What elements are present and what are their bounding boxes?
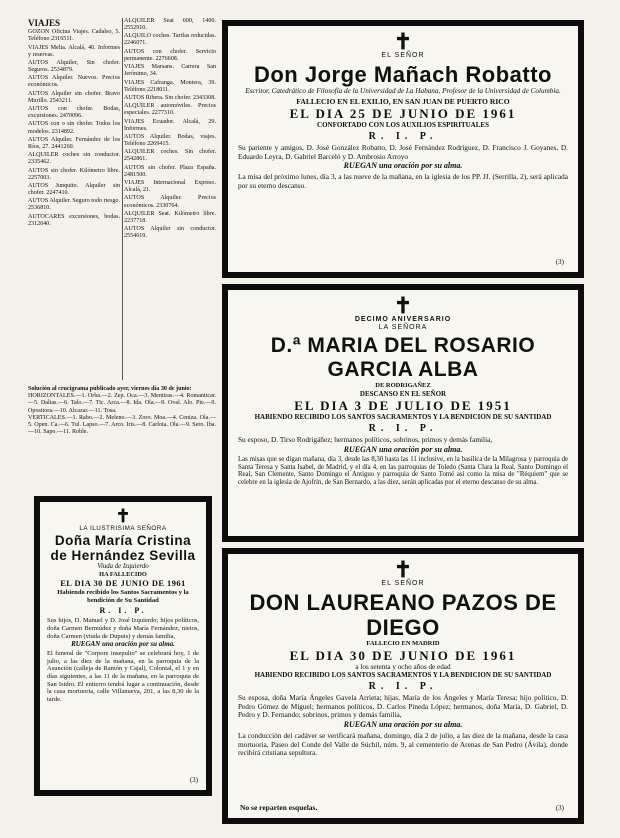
cross-icon: ✝ xyxy=(393,293,413,318)
family-list: Su pariente y amigos, D. José González Robatto, D. José Fernández Rodríguez, D. Francisco J. Goyanes, D. Eduardo Leyra, D. Gabriel Barceló y D. Ambrosio Arroyo xyxy=(238,143,568,161)
obituary-heading: EL SEÑOR xyxy=(381,52,425,59)
family-list: Su esposo, D. Tirso Rodrigáñez; hermanos políticos, sobrinos, primos y demás familia, xyxy=(238,435,493,444)
age-line: a los setenta y ocho años de edad xyxy=(355,663,451,671)
classified-item: AUTOS con chofer. Servicio permanente. 2276608. xyxy=(124,48,216,62)
death-place: FALLECIO EN MADRID xyxy=(366,640,440,647)
classified-item: AUTOS Alquiler sin conductor. 2554619. xyxy=(124,226,216,240)
classified-item: AUTOS Alquiler. Nuevos. Precios económicos. xyxy=(28,75,120,89)
classified-item: ALQUILER Seat. Kilómetro libre. 2237718. xyxy=(124,210,216,224)
classified-ads xyxy=(28,18,216,380)
rip: R. I. P. xyxy=(368,681,438,693)
crossword-vertical: VERTICALES.—1. Rabo.—2. Meleno.—3. Zoro. Moa.—4. Ceniza. Ola.—5. Open. Ca.—6. Tul. Lapso.—7. Arco. Iris.—8. Carlota. Ola.—9. Sero. Iba.—10. Sapo.—11. Roble. xyxy=(28,414,216,436)
classified-item: AUTOS sin chofer. Kilómetro libre. 2257003. xyxy=(28,167,120,181)
widow-line: Viuda de Izquierdo xyxy=(97,563,149,570)
classified-item: VIAJES Cafranga. Montera, 39. Teléfono 2218011. xyxy=(124,79,216,93)
classified-item: AUTOS Alquiler sin chofer. Bravo Murillo. 2543211. xyxy=(28,90,120,104)
deceased-name: Don Jorge Mañach Robatto xyxy=(253,62,552,87)
classified-item: AUTOS Junquito. Alquiler sin chofer. 2247410. xyxy=(28,182,120,197)
deceased-name: D.ª MARIA DEL ROSARIO GARCIA ALBA xyxy=(270,334,536,381)
crossword-title: Solución al crucigrama publicado ayer, viernes día 30 de junio: xyxy=(28,386,192,392)
anniversary-label: DECIMO ANIVERSARIO xyxy=(354,316,452,323)
prayer-request: RUEGAN una oración por su alma. xyxy=(71,640,175,649)
prayer-request: RUEGAN una oración por su alma. xyxy=(343,444,463,454)
rip: R. I. P. xyxy=(99,606,147,616)
classified-item: GOZON Oficina Viajes. Cadalso, 5. Teléfono 2316511. xyxy=(28,29,120,43)
deceased-married-name: DE RODRIGAÑEZ xyxy=(375,382,431,389)
deceased-name: DON LAUREANO PAZOS DE DIEGO xyxy=(249,590,557,640)
death-date: EL DIA 30 DE JUNIO DE 1961 xyxy=(60,579,186,589)
sacraments-line: CONFORTADO CON LOS AUXILIOS ESPIRITUALES xyxy=(317,121,489,130)
prayer-request: RUEGAN una oración por su alma. xyxy=(343,161,463,171)
classified-item: VIAJES Marsans. Carrera San Jerónimo, 34. xyxy=(124,64,216,78)
deceased-name-line1: Doña María Cristina xyxy=(54,533,192,548)
death-place: FALLECIO EN EL EXILIO, EN SAN JUAN DE PUERTO RICO xyxy=(296,97,510,107)
cross-icon: ✝ xyxy=(115,506,131,526)
rest-line: DESCANSO EN EL SEÑOR xyxy=(359,390,447,398)
classified-item: AUTOCARES excursiones, bodas. 2312040. xyxy=(28,213,120,227)
ad-reference: (3) xyxy=(189,776,198,784)
classified-item: VIAJES Melia. Alcalá, 40. Informes y reservas. xyxy=(28,44,120,58)
funeral-details: La conducción del cadáver se verificará mañana, domingo, día 2 de julio, a las diez de la mañana, desde la casa mortuoria, Paseo del Conde del Valle de Súchil, núm. 9, al cementerio de Arenas de San Pedro (Ávila), donde recibirá cristiana sepultura. xyxy=(238,730,568,758)
classified-item: ALQUILER coches. Sin chofer. 2542861. xyxy=(124,149,216,163)
crossword-horizontal: HORIZONTALES.—1. Orba.—2. Zep. Oca.—3. Mentiras.—4. Romanticar.—5. Dalias.—6. Talo.—7. Tic. Arca.—8. Ida. Ola.—9. Oval. Alo. Pie.—9. Opositora.—10. Alcazar.—11. Tosa. xyxy=(28,393,216,414)
footnote: No se reparten esquelas. xyxy=(240,803,318,812)
classified-item: AUTOS Alquiler, Sin chofer. Seguros. 2534879. xyxy=(28,59,120,74)
mass-details: Las misas que se digan mañana, día 3, desde las 8,30 hasta las 11 inclusive, en la basílica de la Milagrosa y parroquia de Santa Teresa y Santa Isabel, de Madrid, y el día 4, en las parroquias de Toledo (Santa Clara la Real, Santo Domingo el Real, San Clemente, Santo Domingo el Antiguo y parroquia de Santo Tomé así como la misa de "Réquiem" que se celebre en la iglesia de Ajofrín, de San Bernardo, a las diez, serán aplicadas por el eterno descanso de su alma. xyxy=(238,455,568,487)
family-list: Sus hijos, D. Manuel y D. José Izquierdo; hijos políticos, doña Carmen Bermúdez y doña María Fernández; nietos, doña Carmen (viuda de Dupuis) y demás familia, xyxy=(47,617,199,640)
sacraments-line: HABIENDO RECIBIDO LOS SANTOS SACRAMENTOS Y LA BENDICION DE SU SANTIDAD xyxy=(254,671,552,680)
classified-item: AUTOS sin chofer. Plaza España. 2481500. xyxy=(124,164,216,178)
death-date: EL DIA 30 DE JUNIO DE 1961 xyxy=(289,648,517,663)
obituary-heading: LA ILUSTRISIMA SEÑORA xyxy=(79,525,167,532)
ad-reference: (3) xyxy=(555,258,564,266)
obituary-pazos xyxy=(222,548,584,824)
classified-item: AUTOS Alquiler. Fernández de los Ríos, 27. 2441260. xyxy=(28,136,120,150)
rip: R. I. P. xyxy=(368,131,438,143)
classified-item: AUTOS con chofer. Bodas, excursiones. 2470096. xyxy=(28,106,120,120)
ad-reference: (3) xyxy=(555,804,564,812)
obituary-heading: EL SEÑOR xyxy=(381,580,425,587)
obituary-heading: LA SEÑORA xyxy=(378,324,428,331)
obituary-garcia-alba xyxy=(222,284,584,542)
classified-item: ALQUILO coches. Tarifas reducidas. 2246071. xyxy=(124,33,216,47)
cross-icon: ✝ xyxy=(393,557,413,582)
classified-item: ALQUILER Seat 600, 1400. 2552910. xyxy=(124,18,216,32)
prayer-request: RUEGAN una oración por su alma. xyxy=(343,719,463,729)
deceased-name-line2: de Hernández Sevilla xyxy=(50,548,196,563)
classified-item: VIAJES Ecuador. Alcalá, 29. Informes. xyxy=(124,118,216,132)
mass-details: La misa del próximo lunes, día 3, a las nueve de la mañana, en la iglesia de los PP. JJ. (Serrilla, 2), será aplicada por su eterno descanso. xyxy=(238,172,568,190)
rip: R. I. P. xyxy=(368,423,438,434)
deceased-title: Escritor, Catedrático de Filosofía de la Universidad de La Habana, Profesor de la Universidad de Columbia. xyxy=(245,87,561,95)
obituary-manach xyxy=(222,20,584,278)
classified-item: ALQUILER automóviles. Precios especiales. 2277310. xyxy=(124,103,216,117)
classified-item: VIAJES Internacional Expreso. Alcalá, 21. xyxy=(124,180,216,194)
classified-item: AUTOS con o sin chofer. Todos los modelos. 2314892. xyxy=(28,121,120,135)
classified-item: AUTOS Alquiler. Precios económicos. 2330764. xyxy=(124,195,216,209)
sacraments-line: Habiendo recibido los Santos Sacramentos y la bendición de Su Santidad xyxy=(57,589,189,604)
death-date: EL DIA 3 DE JULIO DE 1951 xyxy=(294,398,512,413)
classified-item: ALQUILER coches sin conductor. 2335462. xyxy=(28,152,120,166)
funeral-details: El funeral de "Corpore insepulto" se celebrará hoy, 1 de julio, a las diez de la mañana, en la parroquia de la Asunción (calleja de Ramón y Cajal), Colonial, el 1 y en días siguientes, a las 11 de la mañana, en la parroquia de San Isidro. El entierro tendrá lugar a continuación, desde la casa mortuoria, calle Villanueva, 201, a las 8,30 de la tarde. xyxy=(47,650,199,703)
classified-item: AUTOS Alquiler. Seguro todo riesgo. 2536810. xyxy=(28,198,120,212)
obituary-hernandez-sevilla xyxy=(34,496,212,796)
death-line: HA FALLECIDO xyxy=(99,571,147,579)
sacraments-line: HABIENDO RECIBIDO LOS SANTOS SACRAMENTOS Y LA BENDICION DE SU SANTIDAD xyxy=(254,413,552,421)
family-list: Su esposa, doña María Ángeles Gavela Arrieta; hijas, María de los Ángeles y María Teresa; hijo político, D. Pedro Gómez de Miguel; hermanos políticos, D. Carlos Pineda López; hermanos, doña María, D. Gabriel, D. Pedro y D. Fernando; sobrinos, primos y demás familia, xyxy=(238,693,568,720)
classified-item: AUTOS Ribera. Sin chofer. 2343308. xyxy=(124,94,216,101)
crossword-solution xyxy=(28,386,216,436)
cross-icon: ✝ xyxy=(393,29,413,54)
classifieds-header: VIAJES xyxy=(28,18,61,28)
death-date: EL DIA 25 DE JUNIO DE 1961 xyxy=(289,106,517,122)
classified-item: AUTOS Alquiler. Bodas, viajes. Teléfono 2269415. xyxy=(124,133,216,147)
